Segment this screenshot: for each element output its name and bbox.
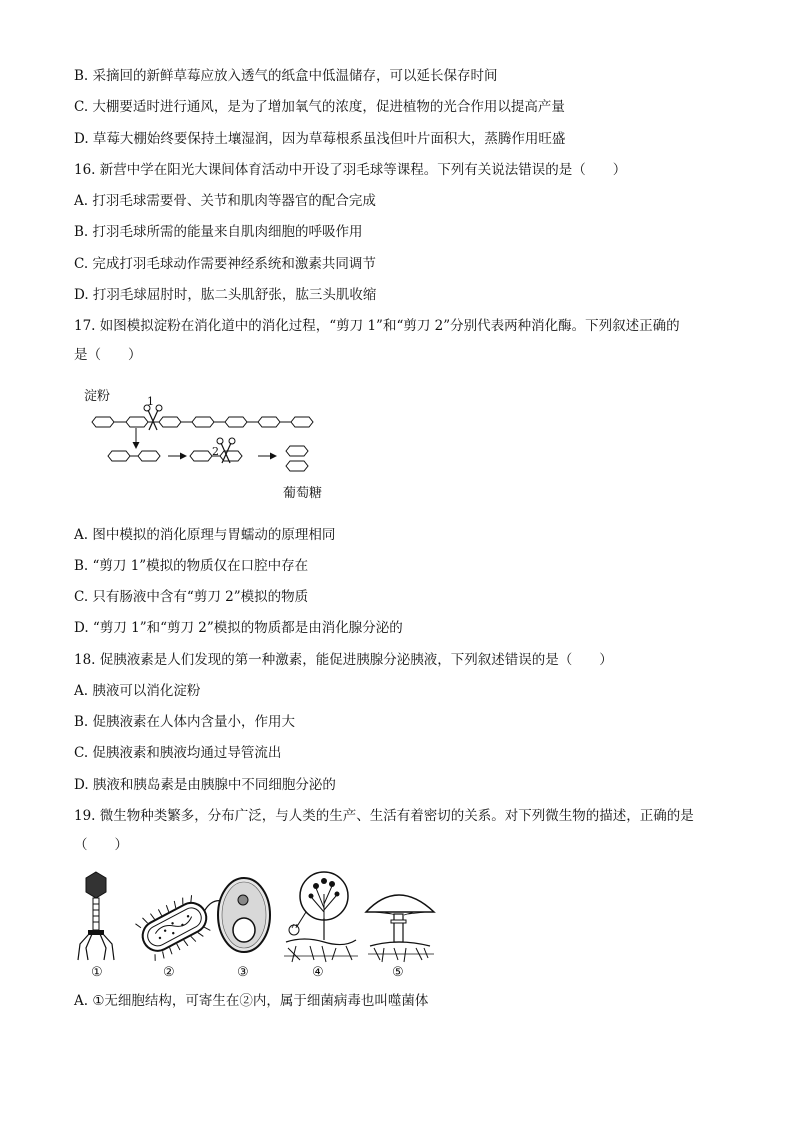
option-18-c: C. 促胰液素和胰液均通过导管流出 [74, 745, 282, 761]
starch-label: 淀粉 [84, 389, 111, 404]
option-19-a: A. ①无细胞结构，可寄生在②内，属于细菌病毒也叫噬菌体 [74, 993, 429, 1009]
option-18-a: A. 胰液可以消化淀粉 [74, 683, 201, 699]
disaccharide-2 [190, 451, 242, 461]
option-16-c: C. 完成打羽毛球动作需要神经系统和激素共同调节 [74, 256, 376, 272]
question-17-cont: 是（ ） [74, 347, 142, 363]
option-17-d: D. “剪刀 1”和“剪刀 2”模拟的物质都是由消化腺分泌的 [74, 620, 403, 636]
question-18: 18. 促胰液素是人们发现的第一种激素，能促进胰腺分泌胰液，下列叙述错误的是（ ） [74, 652, 613, 668]
microbe-drawings [74, 868, 444, 966]
microbe-label-3: ③ [237, 965, 249, 980]
question-16: 16. 新营中学在阳光大课间体育活动中开设了羽毛球等课程。下列有关说法错误的是（ ） [74, 162, 627, 178]
microbe-label-1: ① [91, 965, 103, 980]
option-15-d: D. 草莓大棚始终要保持土壤湿润，因为草莓根系虽浅但叶片面积大，蒸腾作用旺盛 [74, 131, 566, 147]
starch-chain-diagram [80, 386, 340, 486]
option-16-b: B. 打羽毛球所需的能量来自肌肉细胞的呼吸作用 [74, 224, 363, 240]
microbe-label-5: ⑤ [392, 965, 404, 980]
bacteriophage-drawing [78, 872, 114, 960]
option-16-a: A. 打羽毛球需要骨、关节和肌肉等器官的配合完成 [74, 193, 376, 209]
scissor-2-number: 2 [212, 445, 219, 458]
glucose-units [286, 446, 308, 471]
glucose-label: 葡萄糖 [283, 486, 323, 501]
disaccharide-1 [108, 451, 160, 461]
mold-drawing [284, 872, 358, 962]
microbe-figure [74, 868, 444, 983]
starch-chain [92, 417, 313, 427]
option-16-d: D. 打羽毛球屈肘时，肱二头肌舒张，肱三头肌收缩 [74, 287, 377, 303]
starch-digestion-figure [80, 386, 340, 506]
question-19-cont: （ ） [74, 837, 128, 853]
question-17: 17. 如图模拟淀粉在消化道中的消化过程，“剪刀 1”和“剪刀 2”分别代表两种消化酶。下列叙述正确的 [74, 318, 680, 334]
microbe-label-4: ④ [312, 965, 324, 980]
scissor-1-number: 1 [147, 395, 154, 408]
option-15-c: C. 大棚要适时进行通风，是为了增加氧气的浓度，促进植物的光合作用以提高产量 [74, 99, 565, 115]
question-19: 19. 微生物种类繁多，分布广泛，与人类的生产、生活有着密切的关系。对下列微生物的描述，正确的是 [74, 808, 694, 824]
option-17-a: A. 图中模拟的消化原理与胃蠕动的原理相同 [74, 527, 336, 543]
microbe-label-2: ② [163, 965, 175, 980]
option-18-d: D. 胰液和胰岛素是由胰腺中不同细胞分泌的 [74, 777, 336, 793]
yeast-drawing [218, 878, 270, 952]
option-18-b: B. 促胰液素在人体内含量小，作用大 [74, 714, 296, 730]
option-17-b: B. “剪刀 1”模拟的物质仅在口腔中存在 [74, 558, 309, 574]
scissor-1-icon [144, 405, 162, 430]
mushroom-drawing [366, 895, 434, 962]
option-15-b: B. 采摘回的新鲜草莓应放入透气的纸盒中低温储存，可以延长保存时间 [74, 68, 498, 84]
option-17-c: C. 只有肠液中含有“剪刀 2”模拟的物质 [74, 589, 309, 605]
